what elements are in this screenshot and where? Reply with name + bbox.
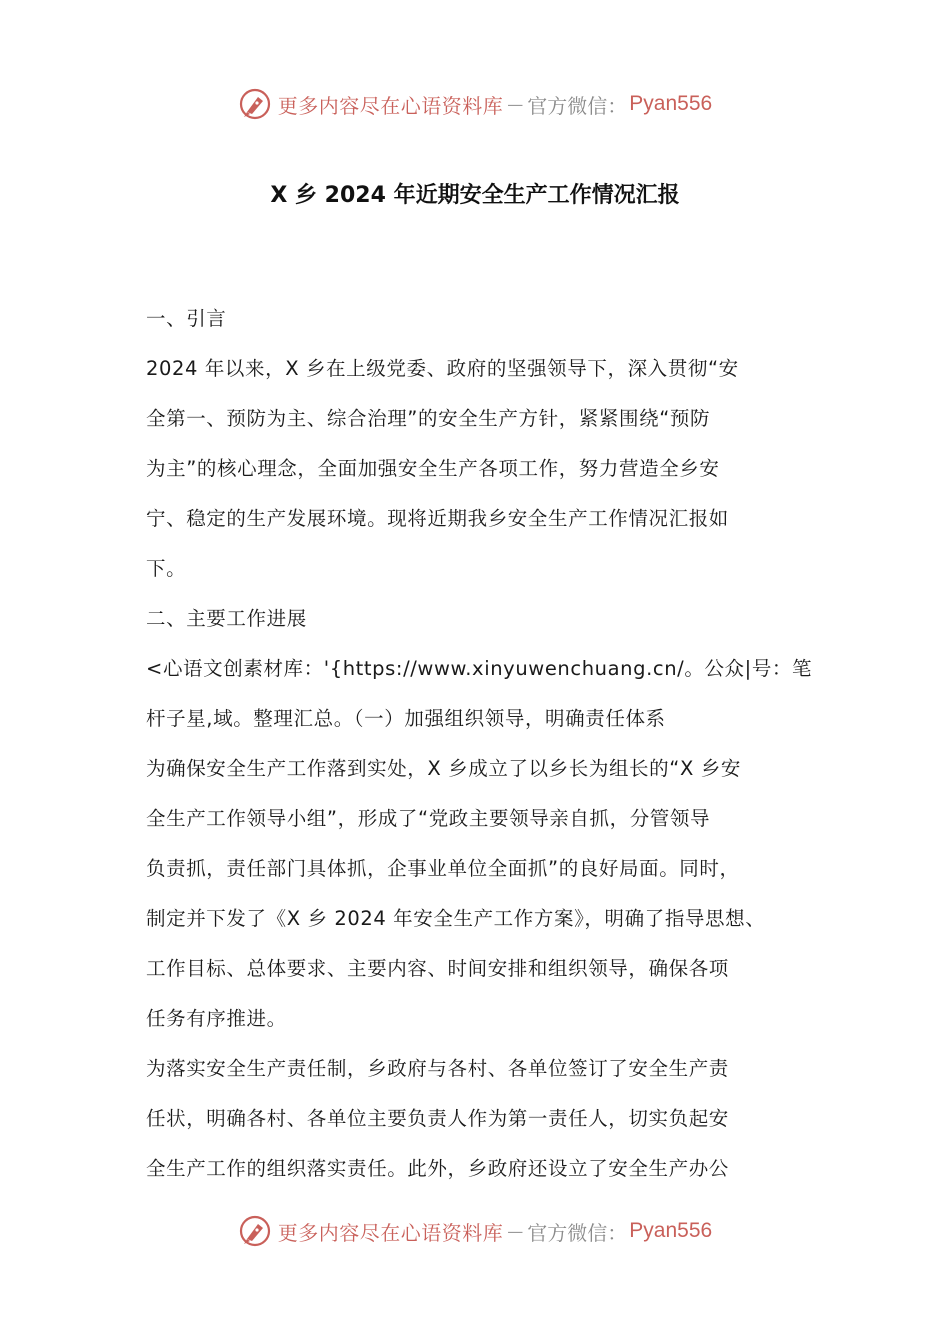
body-line: 负责抓，责任部门具体抓，企事业单位全面抓”的良好局面。同时， — [146, 857, 740, 880]
banner-dash: — — [507, 94, 524, 114]
body-line: 二、主要工作进展 — [146, 607, 307, 630]
body-line: 全第一、预防为主、综合治理”的安全生产方针，紧紧围绕“预防 — [146, 407, 711, 430]
banner-wechat-label: 官方微信： — [527, 93, 628, 118]
body-line: 任务有序推进。 — [146, 1007, 287, 1030]
body-line: <心语文创素材库：'{https://www.xinyuwenchuang.cn/。公众|号：笔 — [146, 657, 813, 680]
body-line: 全生产工作的组织落实责任。此外，乡政府还设立了安全生产办公 — [146, 1157, 729, 1180]
header-banner — [0, 84, 950, 124]
banner-dash: — — [507, 1221, 524, 1241]
body-line: 2024 年以来，X 乡在上级党委、政府的坚强领导下，深入贯彻“安 — [146, 357, 739, 380]
body-line: 全生产工作领导小组”，形成了“党政主要领导亲自抓，分管领导 — [146, 807, 711, 830]
body-line: 杆子星,域。整理汇总。（一）加强组织领导，明确责任体系 — [146, 707, 666, 730]
footer-banner — [0, 1211, 950, 1251]
banner-slogan: 更多内容尽在心语资料库 — [277, 93, 504, 118]
pen-nib-logo-icon — [238, 1214, 272, 1248]
body-line: 一、引言 — [146, 307, 227, 330]
banner-wechat-label: 官方微信： — [527, 1220, 628, 1245]
banner-wechat-id: Pyan556 — [629, 92, 713, 115]
document-title: X 乡 2024 年近期安全生产工作情况汇报 — [270, 183, 680, 208]
banner-wechat-id: Pyan556 — [629, 1219, 713, 1242]
body-line: 宁、稳定的生产发展环境。现将近期我乡安全生产工作情况汇报如 — [146, 507, 729, 530]
body-line: 下。 — [146, 557, 187, 580]
pen-nib-logo-icon — [238, 87, 272, 121]
body-line: 任状，明确各村、各单位主要负责人作为第一责任人，切实负起安 — [146, 1107, 729, 1130]
body-line: 工作目标、总体要求、主要内容、时间安排和组织领导，确保各项 — [146, 957, 729, 980]
document-body — [146, 294, 826, 1194]
body-line: 制定并下发了《X 乡 2024 年安全生产工作方案》，明确了指导思想、 — [146, 907, 766, 930]
body-line: 为主”的核心理念，全面加强安全生产各项工作，努力营造全乡安 — [146, 457, 720, 480]
body-line: 为确保安全生产工作落到实处，X 乡成立了以乡长为组长的“X 乡安 — [146, 757, 741, 780]
banner-slogan: 更多内容尽在心语资料库 — [277, 1220, 504, 1245]
body-line: 为落实安全生产责任制，乡政府与各村、各单位签订了安全生产责 — [146, 1057, 729, 1080]
